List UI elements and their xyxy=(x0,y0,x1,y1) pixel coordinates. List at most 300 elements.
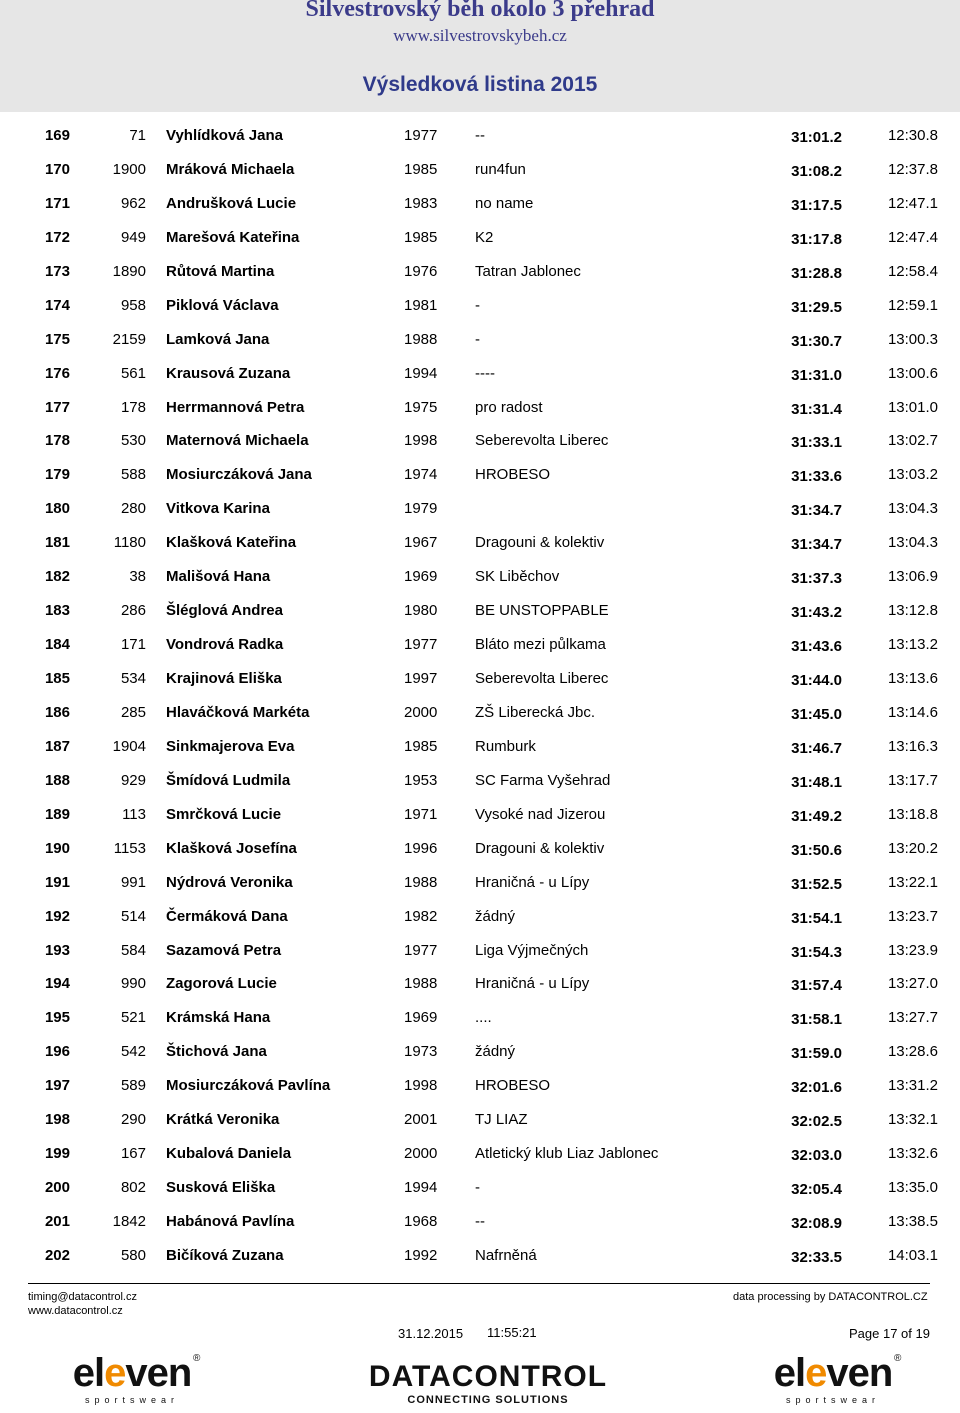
loss-cell: 12:47.4 xyxy=(887,228,938,246)
loss-cell: 12:37.8 xyxy=(887,160,938,178)
loss-cell: 12:59.1 xyxy=(887,296,938,314)
time-cell: 31:17.5 xyxy=(791,196,842,214)
club-cell: SC Farma Vyšehrad xyxy=(475,771,611,789)
loss-cell: 13:18.8 xyxy=(887,805,938,823)
rank-cell: 190 xyxy=(44,839,70,857)
year-cell: 1996 xyxy=(404,839,438,857)
year-cell: 2000 xyxy=(404,1145,438,1163)
loss-cell: 13:22.1 xyxy=(887,873,938,891)
table-row xyxy=(0,424,960,458)
name-cell: Růtová Martina xyxy=(166,262,275,280)
table-row xyxy=(0,866,960,900)
rank-cell: 170 xyxy=(44,160,70,178)
rank-cell: 195 xyxy=(44,1009,70,1027)
eleven-wordmark-accent: e xyxy=(104,1351,126,1395)
year-cell: 1982 xyxy=(404,907,438,925)
rank-cell: 200 xyxy=(44,1179,70,1197)
loss-cell: 13:38.5 xyxy=(887,1213,938,1230)
footer-page-number: Page 17 of 19 xyxy=(849,1326,930,1341)
bib-cell: 280 xyxy=(120,500,146,518)
year-cell: 1997 xyxy=(404,670,438,687)
year-cell: 1977 xyxy=(404,636,438,654)
year-cell: 1992 xyxy=(404,1246,438,1264)
time-cell: 32:01.6 xyxy=(791,1079,842,1097)
time-cell: 31:44.0 xyxy=(791,672,842,689)
name-cell: Krajinová Eliška xyxy=(166,670,282,687)
club-cell: Seberevolta Liberec xyxy=(475,670,609,687)
table-row xyxy=(0,764,960,798)
loss-cell: 13:27.0 xyxy=(887,975,938,993)
club-cell: Hraničná - u Lípy xyxy=(475,873,590,891)
table-row xyxy=(0,1205,960,1239)
time-cell: 32:05.4 xyxy=(791,1181,842,1199)
table-row xyxy=(0,255,960,289)
club-cell: HROBESO xyxy=(475,1077,551,1095)
club-cell: Dragouni & kolektiv xyxy=(475,839,605,857)
year-cell: 1994 xyxy=(404,364,438,382)
table-row xyxy=(0,798,960,832)
year-cell: 1969 xyxy=(404,568,438,586)
year-cell: 2001 xyxy=(404,1111,438,1129)
table-row xyxy=(0,1239,960,1273)
time-cell: 31:33.1 xyxy=(791,434,842,452)
name-cell: Zagorová Lucie xyxy=(166,975,277,993)
year-cell: 1983 xyxy=(404,194,438,212)
name-cell: Sazamová Petra xyxy=(166,941,282,959)
loss-cell: 12:30.8 xyxy=(887,127,938,144)
bib-cell: 1904 xyxy=(112,737,146,755)
results-list-title: Výsledková listina 2015 xyxy=(362,73,598,96)
club-cell: HROBESO xyxy=(475,466,551,484)
year-cell: 1981 xyxy=(404,296,438,314)
bib-cell: 71 xyxy=(129,127,146,144)
bib-cell: 1153 xyxy=(113,839,146,857)
club-cell: Rumburk xyxy=(475,737,536,755)
footer-divider xyxy=(28,1283,930,1284)
bib-cell: 561 xyxy=(120,364,146,382)
time-cell: 31:58.1 xyxy=(791,1011,842,1029)
loss-cell: 13:13.6 xyxy=(887,670,938,687)
bib-cell: 521 xyxy=(120,1009,146,1027)
club-cell: Vysoké nad Jizerou xyxy=(475,805,606,823)
year-cell: 1985 xyxy=(404,160,438,178)
club-cell: K2 xyxy=(475,228,494,246)
time-cell: 32:33.5 xyxy=(791,1248,842,1266)
name-cell: Mosiurczáková Jana xyxy=(166,466,312,484)
year-cell: 1980 xyxy=(404,602,438,620)
name-cell: Lamková Jana xyxy=(166,330,270,348)
bib-cell: 530 xyxy=(120,432,146,450)
name-cell: Vitkova Karina xyxy=(166,500,270,518)
table-row xyxy=(0,832,960,866)
bib-cell: 290 xyxy=(120,1111,146,1129)
club-cell: Dragouni & kolektiv xyxy=(475,534,605,552)
rank-cell: 191 xyxy=(44,873,70,891)
bib-cell: 1900 xyxy=(112,160,146,178)
bib-cell: 1842 xyxy=(112,1213,146,1230)
table-row xyxy=(0,594,960,628)
time-cell: 32:02.5 xyxy=(791,1113,842,1131)
table-row xyxy=(0,900,960,934)
results-table xyxy=(0,119,960,1273)
table-row xyxy=(0,934,960,968)
year-cell: 1968 xyxy=(404,1213,438,1230)
loss-cell: 13:16.3 xyxy=(887,737,938,755)
loss-cell: 13:00.3 xyxy=(887,330,938,348)
footer-processing-credit: data processing by DATACONTROL.CZ xyxy=(733,1291,928,1303)
eleven-logo-right xyxy=(763,1351,903,1409)
loss-cell: 13:17.7 xyxy=(887,771,938,789)
table-row xyxy=(0,289,960,323)
year-cell: 1975 xyxy=(404,398,438,416)
time-cell: 31:31.4 xyxy=(791,400,842,418)
rank-cell: 185 xyxy=(44,670,70,687)
year-cell: 1977 xyxy=(404,941,438,959)
year-cell: 1985 xyxy=(404,228,438,246)
loss-cell: 13:20.2 xyxy=(887,839,938,857)
table-row xyxy=(0,1001,960,1035)
rank-cell: 178 xyxy=(44,432,70,450)
bib-cell: 178 xyxy=(120,398,146,416)
rank-cell: 177 xyxy=(44,398,70,416)
club-cell: - xyxy=(475,1179,480,1197)
club-cell: Bláto mezi půlkama xyxy=(475,636,606,654)
table-row xyxy=(0,323,960,357)
club-cell: - xyxy=(475,330,480,348)
club-cell: Liga Výjmečných xyxy=(475,941,589,959)
bib-cell: 990 xyxy=(120,975,146,993)
rank-cell: 174 xyxy=(44,296,70,314)
bib-cell: 2159 xyxy=(112,330,146,348)
club-cell: Hraničná - u Lípy xyxy=(475,975,590,993)
name-cell: Krámská Hana xyxy=(166,1009,271,1027)
year-cell: 1971 xyxy=(404,805,438,823)
eleven-wordmark xyxy=(62,1351,202,1396)
loss-cell: 13:01.0 xyxy=(887,398,938,416)
name-cell: Klašková Kateřina xyxy=(166,534,297,552)
rank-cell: 179 xyxy=(44,466,70,484)
year-cell: 1988 xyxy=(404,330,438,348)
table-row xyxy=(0,1069,960,1103)
club-cell: -- xyxy=(475,127,485,144)
year-cell: 1974 xyxy=(404,466,438,484)
bib-cell: 1180 xyxy=(113,534,146,552)
name-cell: Andrušková Lucie xyxy=(166,194,297,212)
year-cell: 1977 xyxy=(404,127,438,144)
loss-cell: 13:03.2 xyxy=(887,466,938,484)
club-cell: TJ LIAZ xyxy=(475,1111,528,1129)
loss-cell: 13:27.7 xyxy=(887,1009,938,1027)
year-cell: 1967 xyxy=(404,534,438,552)
name-cell: Hlaváčková Markéta xyxy=(166,703,310,721)
time-cell: 31:50.6 xyxy=(791,841,842,859)
bib-cell: 958 xyxy=(120,296,146,314)
loss-cell: 13:23.9 xyxy=(887,941,938,959)
loss-cell: 13:13.2 xyxy=(887,636,938,654)
name-cell: Susková Eliška xyxy=(166,1179,276,1197)
time-cell: 31:45.0 xyxy=(791,705,842,723)
loss-cell: 13:04.3 xyxy=(887,534,938,552)
loss-cell: 13:04.3 xyxy=(887,500,938,518)
rank-cell: 188 xyxy=(44,771,70,789)
time-cell: 31:34.7 xyxy=(791,536,842,554)
club-cell: SK Liběchov xyxy=(475,568,560,586)
year-cell: 1969 xyxy=(404,1009,438,1027)
page-header xyxy=(0,0,960,112)
table-row xyxy=(0,628,960,662)
time-cell: 31:34.7 xyxy=(791,502,842,520)
name-cell: Mališová Hana xyxy=(166,568,271,586)
table-row xyxy=(0,526,960,560)
event-url[interactable]: www.silvestrovskybeh.cz xyxy=(393,26,567,45)
rank-cell: 202 xyxy=(44,1246,70,1264)
rank-cell: 180 xyxy=(44,500,70,518)
year-cell: 1979 xyxy=(404,500,438,518)
name-cell: Kubalová Daniela xyxy=(166,1145,292,1163)
table-row xyxy=(0,492,960,526)
loss-cell: 13:14.6 xyxy=(887,703,938,721)
time-cell: 31:48.1 xyxy=(791,773,842,791)
registered-mark: ® xyxy=(193,1353,201,1364)
datacontrol-logo xyxy=(358,1360,618,1406)
rank-cell: 186 xyxy=(44,703,70,721)
club-cell: Seberevolta Liberec xyxy=(475,432,609,450)
eleven-wordmark-part: el xyxy=(72,1351,105,1395)
time-cell: 31:37.3 xyxy=(791,570,842,588)
time-cell: 31:28.8 xyxy=(791,264,842,282)
loss-cell: 13:12.8 xyxy=(887,602,938,620)
year-cell: 1994 xyxy=(404,1179,438,1197)
name-cell: Šléglová Andrea xyxy=(166,602,283,620)
rank-cell: 189 xyxy=(44,805,70,823)
club-cell: žádný xyxy=(475,907,516,925)
datacontrol-wordmark: DATACONTROL xyxy=(368,1360,608,1393)
table-row xyxy=(0,187,960,221)
table-row xyxy=(0,119,960,153)
rank-cell: 201 xyxy=(44,1213,70,1230)
name-cell: Piklová Václava xyxy=(166,296,279,314)
loss-cell: 13:02.7 xyxy=(887,432,938,450)
rank-cell: 181 xyxy=(44,534,70,552)
name-cell: Klašková Josefína xyxy=(166,839,297,857)
club-cell: no name xyxy=(475,194,534,212)
name-cell: Maternová Michaela xyxy=(166,432,309,450)
rank-cell: 193 xyxy=(44,941,70,959)
year-cell: 1985 xyxy=(404,737,438,755)
time-cell: 31:33.6 xyxy=(791,468,842,486)
rank-cell: 199 xyxy=(44,1145,70,1163)
time-cell: 31:17.8 xyxy=(791,230,842,248)
time-cell: 32:08.9 xyxy=(791,1215,842,1232)
loss-cell: 12:47.1 xyxy=(887,194,938,212)
table-row xyxy=(0,357,960,391)
bib-cell: 38 xyxy=(129,568,146,586)
bib-cell: 286 xyxy=(120,602,146,620)
bib-cell: 962 xyxy=(120,194,146,212)
bib-cell: 1890 xyxy=(112,262,146,280)
table-row xyxy=(0,153,960,187)
footer-time: 11:55:21 xyxy=(487,1325,537,1340)
loss-cell: 13:00.6 xyxy=(887,364,938,382)
club-cell: Nafrněná xyxy=(475,1246,537,1264)
name-cell: Čermáková Dana xyxy=(166,907,288,925)
table-row xyxy=(0,1137,960,1171)
name-cell: Vondrová Radka xyxy=(166,636,284,654)
name-cell: Herrmannová Petra xyxy=(166,398,305,416)
name-cell: Vyhlídková Jana xyxy=(166,127,283,144)
loss-cell: 13:32.1 xyxy=(887,1111,938,1129)
bib-cell: 991 xyxy=(120,873,146,891)
club-cell: BE UNSTOPPABLE xyxy=(475,602,609,620)
rank-cell: 187 xyxy=(44,737,70,755)
name-cell: Habánová Pavlína xyxy=(166,1213,295,1230)
rank-cell: 184 xyxy=(44,636,70,654)
time-cell: 31:31.0 xyxy=(791,366,842,384)
eleven-tagline: sportswear xyxy=(84,1395,179,1405)
loss-cell: 13:31.2 xyxy=(887,1077,938,1095)
club-cell: ZŠ Liberecká Jbc. xyxy=(475,703,596,721)
time-cell: 31:54.1 xyxy=(791,909,842,927)
name-cell: Šmídová Ludmila xyxy=(166,771,291,789)
time-cell: 31:52.5 xyxy=(791,875,842,893)
loss-cell: 14:03.1 xyxy=(887,1246,938,1264)
name-cell: Bičíková Zuzana xyxy=(166,1246,284,1264)
table-row xyxy=(0,1171,960,1205)
rank-cell: 176 xyxy=(44,364,70,382)
table-row xyxy=(0,1103,960,1137)
name-cell: Krátká Veronika xyxy=(166,1111,280,1129)
club-cell: Atletický klub Liaz Jablonec xyxy=(475,1145,659,1163)
footer-date: 31.12.2015 xyxy=(398,1326,464,1341)
time-cell: 31:30.7 xyxy=(791,332,842,350)
bib-cell: 113 xyxy=(122,805,146,823)
time-cell: 31:49.2 xyxy=(791,807,842,825)
time-cell: 31:43.2 xyxy=(791,604,842,622)
eleven-logo-left xyxy=(62,1351,202,1409)
loss-cell: 13:23.7 xyxy=(887,907,938,925)
name-cell: Štichová Jana xyxy=(166,1043,267,1061)
table-row xyxy=(0,221,960,255)
table-row xyxy=(0,560,960,594)
eleven-tagline: sportswear xyxy=(785,1395,880,1405)
club-cell: - xyxy=(475,296,480,314)
bib-cell: 514 xyxy=(120,907,146,925)
eleven-wordmark-part: ven xyxy=(826,1351,893,1395)
year-cell: 1976 xyxy=(404,262,438,280)
table-row xyxy=(0,391,960,425)
year-cell: 1998 xyxy=(404,1077,438,1095)
rank-cell: 169 xyxy=(44,127,70,144)
time-cell: 31:01.2 xyxy=(791,129,842,146)
year-cell: 2000 xyxy=(404,703,438,721)
rank-cell: 171 xyxy=(44,194,70,212)
name-cell: Nýdrová Veronika xyxy=(166,873,293,891)
rank-cell: 172 xyxy=(44,228,70,246)
name-cell: Sinkmajerova Eva xyxy=(166,737,295,755)
bib-cell: 949 xyxy=(120,228,146,246)
rank-cell: 198 xyxy=(44,1111,70,1129)
bib-cell: 802 xyxy=(120,1179,146,1197)
time-cell: 31:59.0 xyxy=(791,1045,842,1063)
time-cell: 31:29.5 xyxy=(791,298,842,316)
table-row xyxy=(0,967,960,1001)
table-row xyxy=(0,1035,960,1069)
bib-cell: 171 xyxy=(120,636,146,654)
club-cell: run4fun xyxy=(475,160,526,178)
bib-cell: 589 xyxy=(120,1077,146,1095)
bib-cell: 167 xyxy=(120,1145,146,1163)
bib-cell: 285 xyxy=(120,703,146,721)
name-cell: Mráková Michaela xyxy=(166,160,295,178)
rank-cell: 194 xyxy=(44,975,70,993)
time-cell: 31:46.7 xyxy=(791,739,842,757)
datacontrol-tagline: CONNECTING SOLUTIONS xyxy=(407,1394,569,1406)
rank-cell: 196 xyxy=(44,1043,70,1061)
time-cell: 31:57.4 xyxy=(791,977,842,995)
loss-cell: 13:28.6 xyxy=(887,1043,938,1061)
name-cell: Marešová Kateřina xyxy=(166,228,300,246)
club-cell: žádný xyxy=(475,1043,516,1061)
club-cell: -- xyxy=(475,1213,485,1230)
bib-cell: 584 xyxy=(120,941,146,959)
eleven-wordmark-part: el xyxy=(773,1351,806,1395)
year-cell: 1988 xyxy=(404,873,438,891)
eleven-wordmark-accent: e xyxy=(805,1351,827,1395)
year-cell: 1953 xyxy=(404,771,438,789)
loss-cell: 13:32.6 xyxy=(887,1145,938,1163)
bib-cell: 588 xyxy=(120,466,146,484)
club-cell: pro radost xyxy=(475,398,543,416)
loss-cell: 13:06.9 xyxy=(887,568,938,586)
eleven-wordmark-part: ven xyxy=(125,1351,192,1395)
time-cell: 31:43.6 xyxy=(791,638,842,656)
loss-cell: 13:35.0 xyxy=(887,1179,938,1197)
table-row xyxy=(0,696,960,730)
rank-cell: 183 xyxy=(44,602,70,620)
registered-mark: ® xyxy=(894,1353,902,1364)
table-row xyxy=(0,458,960,492)
rank-cell: 197 xyxy=(44,1077,70,1095)
year-cell: 1973 xyxy=(404,1043,438,1061)
bib-cell: 534 xyxy=(120,670,146,687)
club-cell: ---- xyxy=(475,364,495,382)
footer-email[interactable]: timing@datacontrol.cz xyxy=(28,1291,137,1303)
rank-cell: 175 xyxy=(44,330,70,348)
rank-cell: 173 xyxy=(44,262,70,280)
time-cell: 31:08.2 xyxy=(791,162,842,180)
loss-cell: 12:58.4 xyxy=(887,262,938,280)
event-title: Silvestrovský běh okolo 3 přehrad xyxy=(305,0,655,22)
year-cell: 1988 xyxy=(404,975,438,993)
time-cell: 32:03.0 xyxy=(791,1147,842,1165)
year-cell: 1998 xyxy=(404,432,438,450)
name-cell: Mosiurczáková Pavlína xyxy=(166,1077,331,1095)
name-cell: Smrčková Lucie xyxy=(166,805,282,823)
club-cell: Tatran Jablonec xyxy=(475,262,581,280)
eleven-wordmark xyxy=(763,1351,903,1396)
bib-cell: 542 xyxy=(120,1043,146,1061)
table-row xyxy=(0,730,960,764)
table-row xyxy=(0,662,960,696)
rank-cell: 182 xyxy=(44,568,70,586)
bib-cell: 580 xyxy=(120,1246,146,1264)
time-cell: 31:54.3 xyxy=(791,943,842,961)
club-cell: .... xyxy=(475,1009,492,1027)
bib-cell: 929 xyxy=(120,771,146,789)
footer-website[interactable]: www.datacontrol.cz xyxy=(28,1305,123,1317)
name-cell: Krausová Zuzana xyxy=(166,364,291,382)
rank-cell: 192 xyxy=(44,907,70,925)
